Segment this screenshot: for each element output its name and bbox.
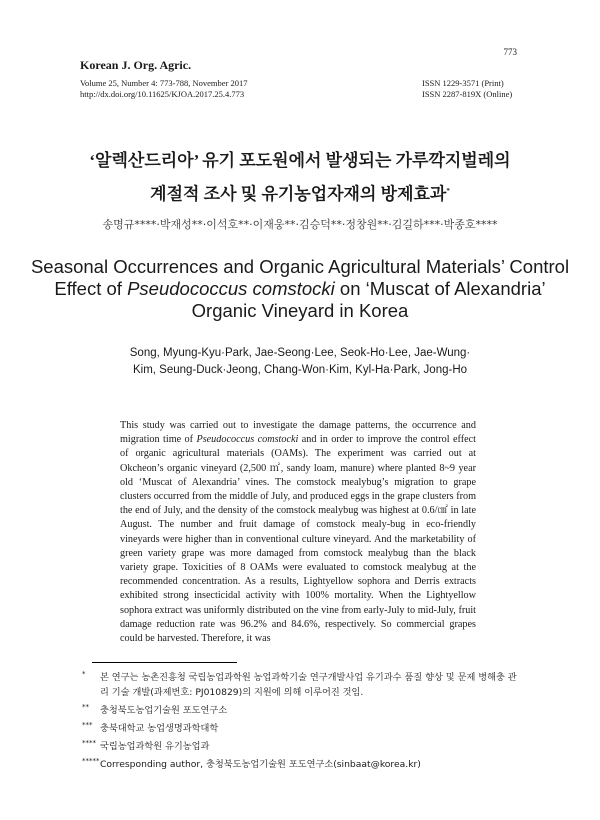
issn-info [422, 78, 512, 100]
korean-title-line1: ‘알렉산드리아’ 유기 포도원에서 발생되는 가루깍지벌레의 [89, 151, 511, 170]
footnote-affiliation-3: **** 국립농업과학원 유기농업과 [82, 739, 210, 752]
english-authors [0, 345, 600, 379]
english-title [0, 256, 600, 322]
english-title-line1: Seasonal Occurrences and Organic Agricultural Materials’ Control [30, 256, 570, 277]
volume-info [80, 78, 247, 100]
english-title-line3: Organic Vineyard in Korea [191, 300, 409, 321]
issn-print: ISSN 1229-3571 (Print) [422, 78, 504, 88]
english-authors-line2: Kim, Seung-Duck·Jeong, Chang-Won·Kim, Kyl-Ha·Park, Jong-Ho [132, 364, 468, 376]
english-title-line2: Effect of Pseudococcus comstocki on ‘Muscat of Alexandria’ [54, 278, 546, 299]
abstract-text: This study was carried out to investigate the damage patterns, the occurrence and migration time of Pseudococcus comstocki and in order to improve the control effect of organic agricultural materials (OAMs). The experiment was carried out at Okcheon’s organic vineyard (2,500 ㎡, sandy loam, manure) where planted 8~9 year old ‘Muscat of Alexandria’ vines. The comstock mealybug’s migration to grape clusters occurred from the middle of July, and produced eggs in the grape clusters from the end of July, and the density of the comstock mealybug was highest at 0.6/㎠ in late August. The number and fruit damage of comstock mealy-bug in eco-friendly vineyards were higher than in conventional culture vineyard. And the marketability of green variety grape was more damaged from comstock mealybug than the black variety grape. Toxicities of 8 OAMs were evaluated to comstock mealybug at the recommended concentration. As a results, Lightyellow sophora and Derris extracts exhibited strong insecticidal activity with 100% mortality. When the Lightyellow sophora extract was uniformly distributed on the vine from early-July to mid-July, fruit damage reduction rate was 96.2% and 84.6%, respectively. So commercial grapes could be harvested. Therefore, it was [120, 420, 476, 645]
footnotes [80, 670, 520, 772]
korean-title [0, 146, 600, 210]
footnote-affiliation-1: ** 충청북도농업기술원 포도연구소 [82, 703, 228, 716]
korean-authors: 송명규****·박재성**·이석호**·이재웅**·김승덕**·정창원**·김길하***·박종호**** [102, 218, 498, 231]
volume-line: Volume 25, Number 4: 773-788, November 2017 [80, 78, 248, 88]
footnote-divider [92, 662, 237, 663]
species-name: Pseudococcus comstocki [127, 278, 335, 299]
issn-online: ISSN 2287-819X (Online) [422, 89, 513, 99]
doi-link[interactable]: http://dx.doi.org/10.11625/KJOA.2017.25.4.773 [80, 89, 245, 99]
footnote-corresponding: ***** Corresponding author, 충청북도농업기술원 포도연구소(sinbaat@korea.kr) [82, 757, 421, 770]
abstract-species: Pseudococcus comstocki [196, 434, 299, 446]
english-authors-line1: Song, Myung-Kyu·Park, Jae-Seong·Lee, Seok-Ho·Lee, Jae-Wung· [129, 347, 471, 359]
korean-title-line2: 계절적 조사 및 유기농업자재의 방제효과* [150, 184, 450, 204]
page-number: 773 [503, 47, 517, 57]
footnote-funding: * 본 연구는 농촌진흥청 국립농업과학원 농업과학기술 연구개발사업 유기과수 품질 향상 및 문제 병해충 관리 기술 개발(과제번호: PJ010829)의 지원에 의해 이루어진 것임. [82, 670, 517, 698]
journal-name: Korean J. Org. Agric. [80, 58, 192, 72]
title-footnote-mark: * [446, 187, 450, 195]
footnote-affiliation-2: *** 충북대학교 농업생명과학대학 [82, 721, 219, 734]
